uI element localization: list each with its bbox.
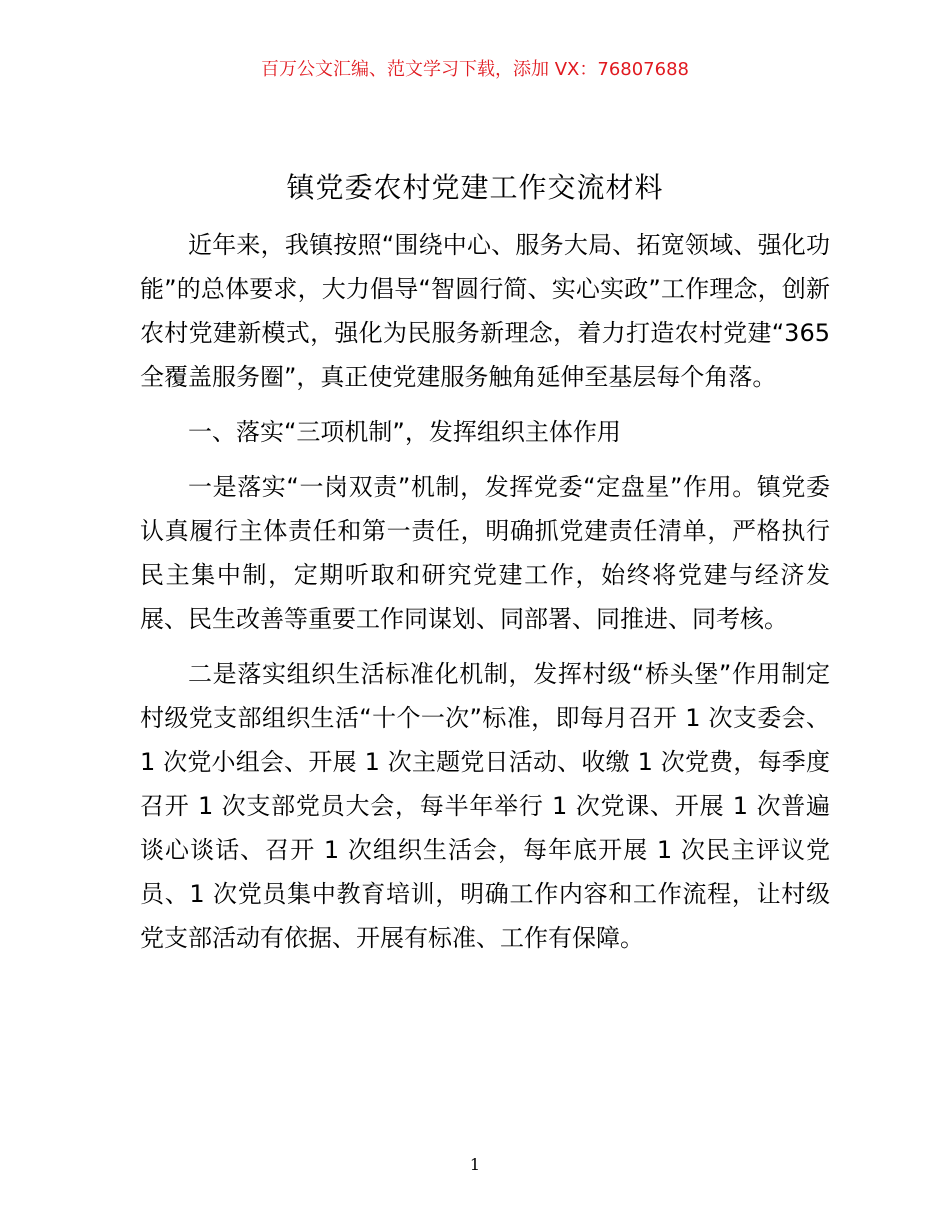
intro-paragraph: 近年来，我镇按照“围绕中心、服务大局、拓宽领域、强化功能”的总体要求，大力倡导“智圆行简、实心实政”工作理念，创新农村党建新模式，强化为民服务新理念，着力打造农村党建“365 全覆盖服务圈”，真正使党建服务触角延伸至基层每个角落。	[140, 231, 830, 391]
section-heading: 一、落实“三项机制”，发挥组织主体作用	[188, 418, 621, 446]
body-paragraph: 一是落实“一岗双责”机制，发挥党委“定盘星”作用。镇党委认真履行主体责任和第一责任，明确抓党建责任清单，严格执行民主集中制，定期听取和研究党建工作，始终将党建与经济发展、民生改善等重要工作同谋划、同部署、同推进、同考核。	[140, 473, 830, 633]
page-number: 1	[469, 1155, 481, 1174]
header-banner: 百万公文汇编、范文学习下载，添加 VX：76807688	[261, 59, 689, 80]
body-paragraph: 二是落实组织生活标准化机制，发挥村级“桥头堡”作用制定村级党支部组织生活“十个一次”标准，即每月召开 1 次支委会、1 次党小组会、开展 1 次主题党日活动、收缴 1 次党费，每季度召开 1 次支部党员大会，每半年举行 1 次党课、开展 1 次普遍谈心谈话、召开 1 次组织生活会，每年底开展 1 次民主评议党员、1 次党员集中教育培训，明确工作内容和工作流程，让村级党支部活动有依据、开展有标准、工作有保障。	[140, 660, 830, 952]
document-title: 镇党委农村党建工作交流材料	[286, 171, 664, 204]
document-body	[140, 223, 830, 960]
